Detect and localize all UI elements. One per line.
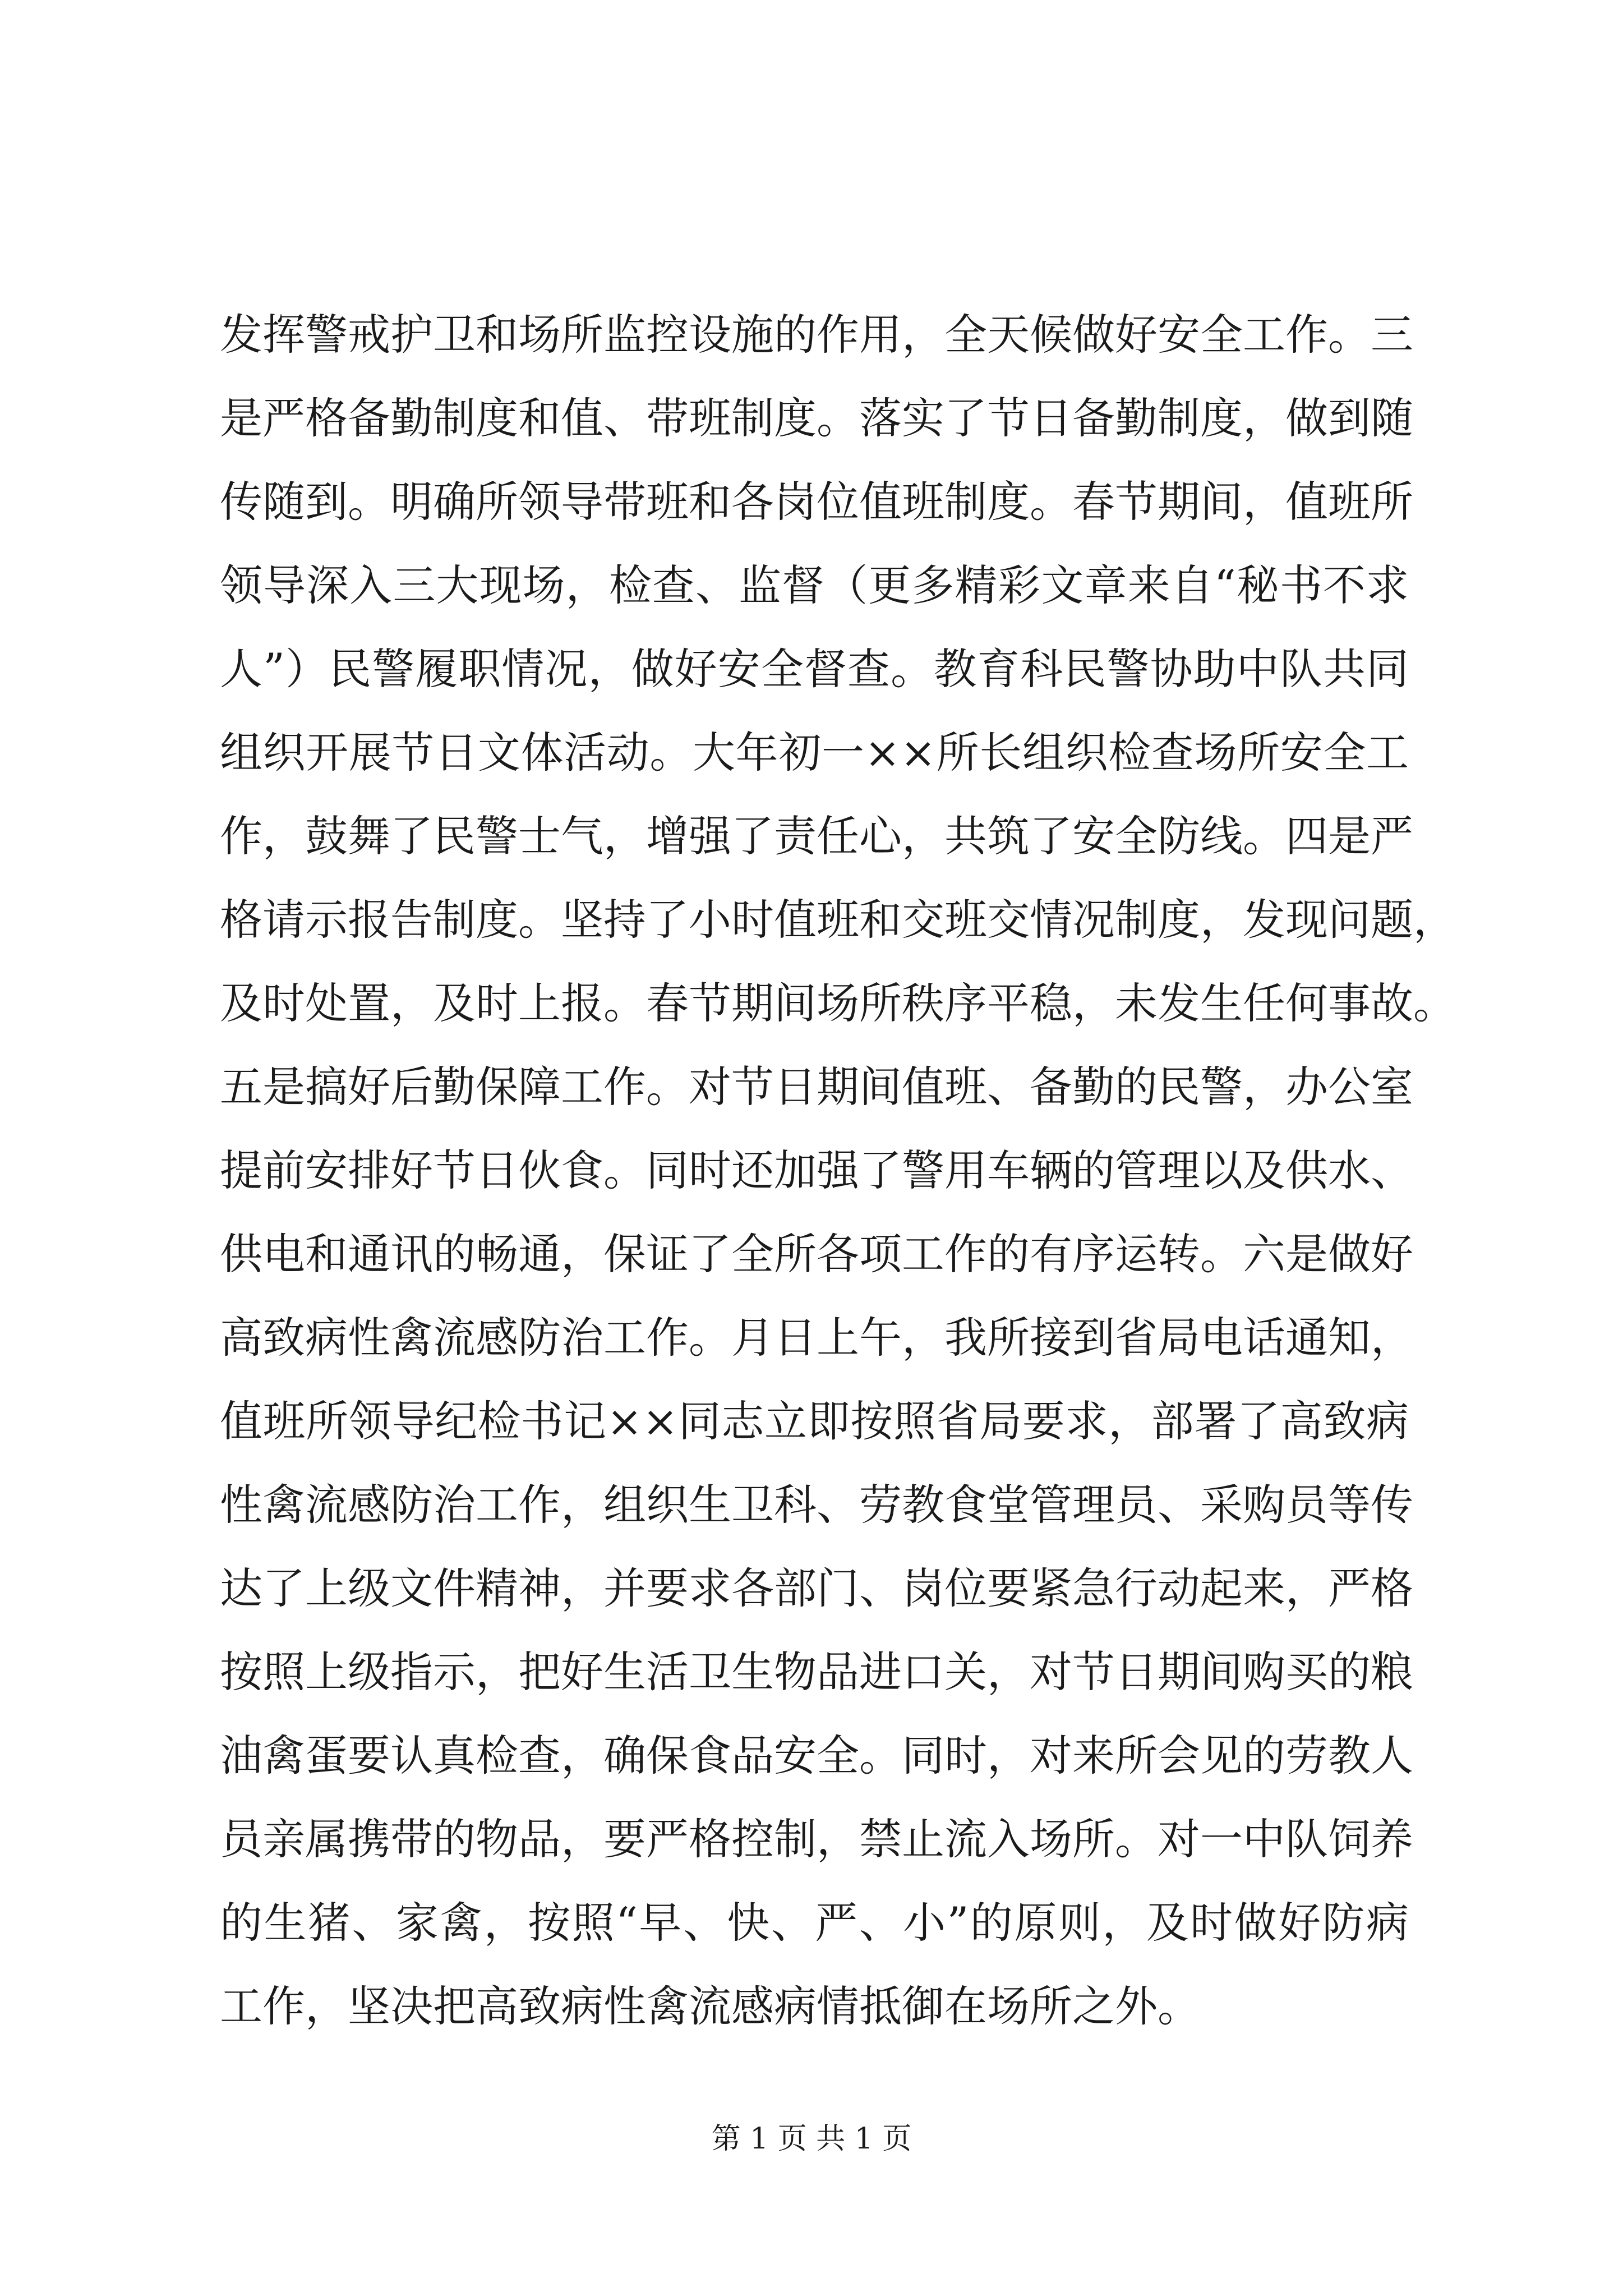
- body-line-20: 的生猪、家禽，按照“早、快、严、小”的原则，及时做好防病: [220, 1898, 1409, 1948]
- body-line-19: 员亲属携带的物品，要严格控制，禁止流入场所。对一中队饲养: [220, 1814, 1413, 1864]
- body-line-15: 性禽流感防治工作，组织生卫科、劳教食堂管理员、采购员等传: [220, 1480, 1413, 1530]
- body-line-8: 格请示报告制度。坚持了小时值班和交班交情况制度，发现问题，: [220, 895, 1456, 945]
- body-line-21: 工作，坚决把高致病性禽流感病情抵御在场所之外。: [220, 1981, 1200, 2031]
- body-line-3: 传随到。明确所领导带班和各岗位值班制度。春节期间，值班所: [220, 477, 1413, 527]
- body-line-13: 高致病性禽流感防治工作。月日上午，我所接到省局电话通知，: [220, 1313, 1413, 1363]
- body-line-6: 组织开展节日文体活动。大年初一××所长组织检查场所安全工: [220, 728, 1409, 777]
- body-line-1: 发挥警戒护卫和场所监控设施的作用，全天候做好安全工作。三: [220, 310, 1413, 360]
- body-line-7: 作，鼓舞了民警士气，增强了责任心，共筑了安全防线。四是严: [220, 811, 1413, 861]
- body-line-9: 及时处置，及时上报。春节期间场所秩序平稳，未发生任何事故。: [220, 978, 1456, 1028]
- body-line-2: 是严格备勤制度和值、带班制度。落实了节日备勤制度，做到随: [220, 393, 1413, 443]
- page-number-footer: 第 1 页 共 1 页: [711, 2122, 912, 2156]
- body-line-5: 人”）民警履职情况，做好安全督查。教育科民警协助中队共同: [220, 644, 1409, 694]
- document-body: [220, 304, 1456, 2059]
- body-line-17: 按照上级指示，把好生活卫生物品进口关，对节日期间购买的粮: [220, 1647, 1413, 1697]
- body-line-18: 油禽蛋要认真检查，确保食品安全。同时，对来所会见的劳教人: [220, 1731, 1413, 1780]
- body-line-16: 达了上级文件精神，并要求各部门、岗位要紧急行动起来，严格: [220, 1563, 1413, 1613]
- body-line-12: 供电和通讯的畅通，保证了全所各项工作的有序运转。六是做好: [220, 1229, 1413, 1279]
- body-line-14: 值班所领导纪检书记××同志立即按照省局要求，部署了高致病: [220, 1396, 1409, 1446]
- body-line-11: 提前安排好节日伙食。同时还加强了警用车辆的管理以及供水、: [220, 1145, 1413, 1195]
- body-line-10: 五是搞好后勤保障工作。对节日期间值班、备勤的民警，办公室: [220, 1062, 1413, 1112]
- body-line-4: 领导深入三大现场，检查、监督（更多精彩文章来自“秘书不求: [220, 560, 1409, 610]
